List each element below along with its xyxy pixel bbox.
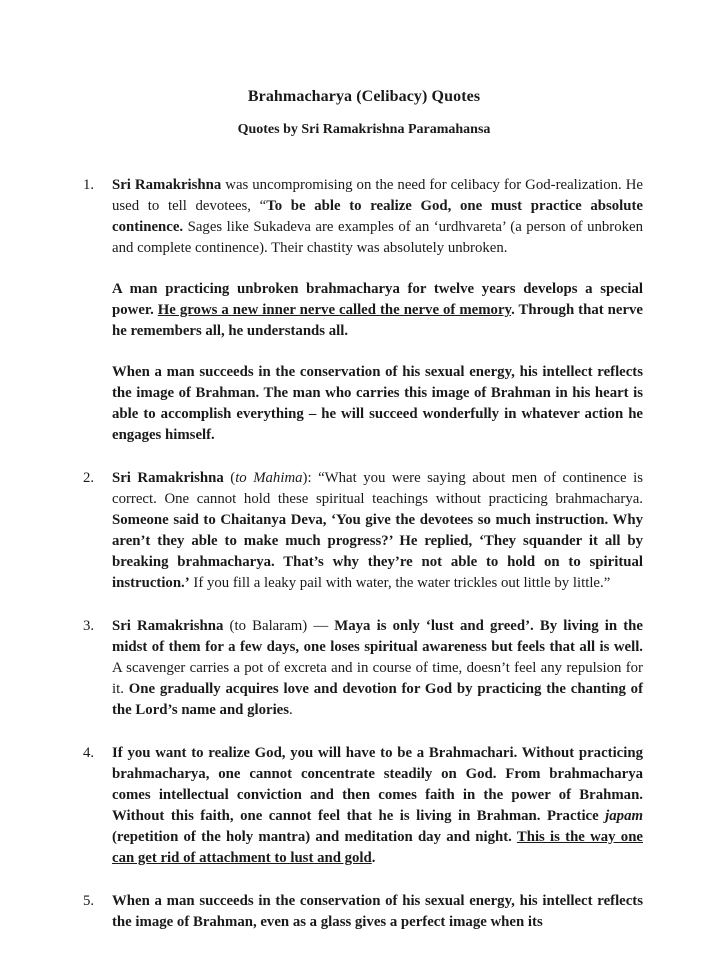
quote-body: [112, 891, 643, 933]
quote-number: 2.: [83, 470, 95, 486]
text-run: was uncompromising on the need for celibacy for God-realization. He used to tell devotees, “: [112, 177, 643, 214]
text-run: to Mahima: [235, 470, 303, 486]
text-run: . Through that nerve he remembers all, he understands all.: [112, 302, 643, 339]
document-title: Brahmacharya (Celibacy) Quotes: [247, 88, 481, 105]
quote-number: 4.: [83, 745, 95, 761]
quote-paragraph: [112, 175, 643, 259]
text-run: (to Balaram) —: [223, 618, 335, 634]
quote-number: 3.: [83, 618, 95, 634]
quote-paragraph: [112, 616, 643, 721]
quote-item: [0, 468, 728, 594]
quote-body: [112, 616, 643, 721]
text-run: (: [223, 470, 236, 486]
text-run: If you fill a leaky pail with water, the water trickles out little by little.”: [189, 575, 611, 591]
quote-item: [0, 743, 728, 869]
text-run: He grows a new inner nerve called the nerve of memory: [157, 302, 512, 318]
quote-paragraph: [112, 362, 643, 446]
quote-item: [0, 891, 728, 933]
text-run: Sri Ramakrishna: [112, 618, 224, 634]
text-run: Maya is only ‘lust and greed’. By living in the midst of them for a few days, one loses spiritual awareness but feels that all is well.: [112, 618, 643, 655]
text-run: Sri Ramakrishna: [112, 470, 224, 486]
quote-item: [0, 175, 728, 446]
text-run: .: [371, 850, 376, 866]
text-run: If you want to realize God, you will have to be a Brahmachari. Without practicing brahmacharya, one cannot concentrate steadily on God. From brahmacharya comes intellectual conviction and then comes faith in the power of Brahman. Without this faith, one cannot feel that he is living in Brahman. Practice: [112, 745, 643, 824]
quote-number: 5.: [83, 893, 95, 909]
quote-body: [112, 468, 643, 594]
text-run: Sages like Sukadeva are examples of an ‘urdhvareta’ (a person of unbroken and complete continence). Their chastity was absolutely unbroken.: [112, 219, 643, 256]
text-run: (repetition of the holy mantra) and meditation day and night.: [112, 829, 517, 845]
text-run: japam: [605, 808, 643, 824]
text-run: A scavenger carries a pot of excreta and in course of time, doesn’t feel any repulsion for it.: [112, 660, 643, 697]
quote-body: [112, 175, 643, 446]
text-run: This is the way one can get rid of attachment to lust and gold: [112, 829, 643, 866]
quote-paragraph: [112, 891, 643, 933]
text-run: When a man succeeds in the conservation of his sexual energy, his intellect reflects the image of Brahman. The man who carries this image of Brahman in his heart is able to accomplish everything – he will succeed wonderfully in whatever action he engages himself.: [112, 364, 643, 443]
quote-paragraph: [112, 743, 643, 869]
text-run: Sri Ramakrishna: [112, 177, 222, 193]
text-run: Someone said to Chaitanya Deva, ‘You give the devotees so much instruction. Why aren’t they able to make much progress?’ He replied, ‘They squander it all by breaking brahmacharya. That’s why they’re not able to hold on to spiritual instruction.’: [112, 512, 643, 591]
text-run: One gradually acquires love and devotion for God by practicing the chanting of the Lord’s name and glories: [112, 681, 643, 718]
text-run: To be able to realize God, one must practice absolute continence.: [112, 198, 643, 235]
text-run: When a man succeeds in the conservation of his sexual energy, his intellect reflects the image of Brahman, even as a glass gives a perfect image when its: [112, 893, 643, 930]
quote-item: [0, 616, 728, 721]
quote-paragraph: [112, 468, 643, 594]
text-run: .: [289, 702, 293, 718]
quote-number: 1.: [83, 177, 95, 193]
quote-paragraph: [112, 279, 643, 342]
quote-body: [112, 743, 643, 869]
text-run: A man practicing unbroken brahmacharya for twelve years develops a special power.: [112, 281, 643, 318]
quote-list: [0, 175, 728, 955]
document-subtitle: Quotes by Sri Ramakrishna Paramahansa: [237, 122, 491, 137]
text-run: ): “What you were saying about men of continence is correct. One cannot hold these spiritual teachings without practicing brahmacharya.: [112, 470, 643, 507]
